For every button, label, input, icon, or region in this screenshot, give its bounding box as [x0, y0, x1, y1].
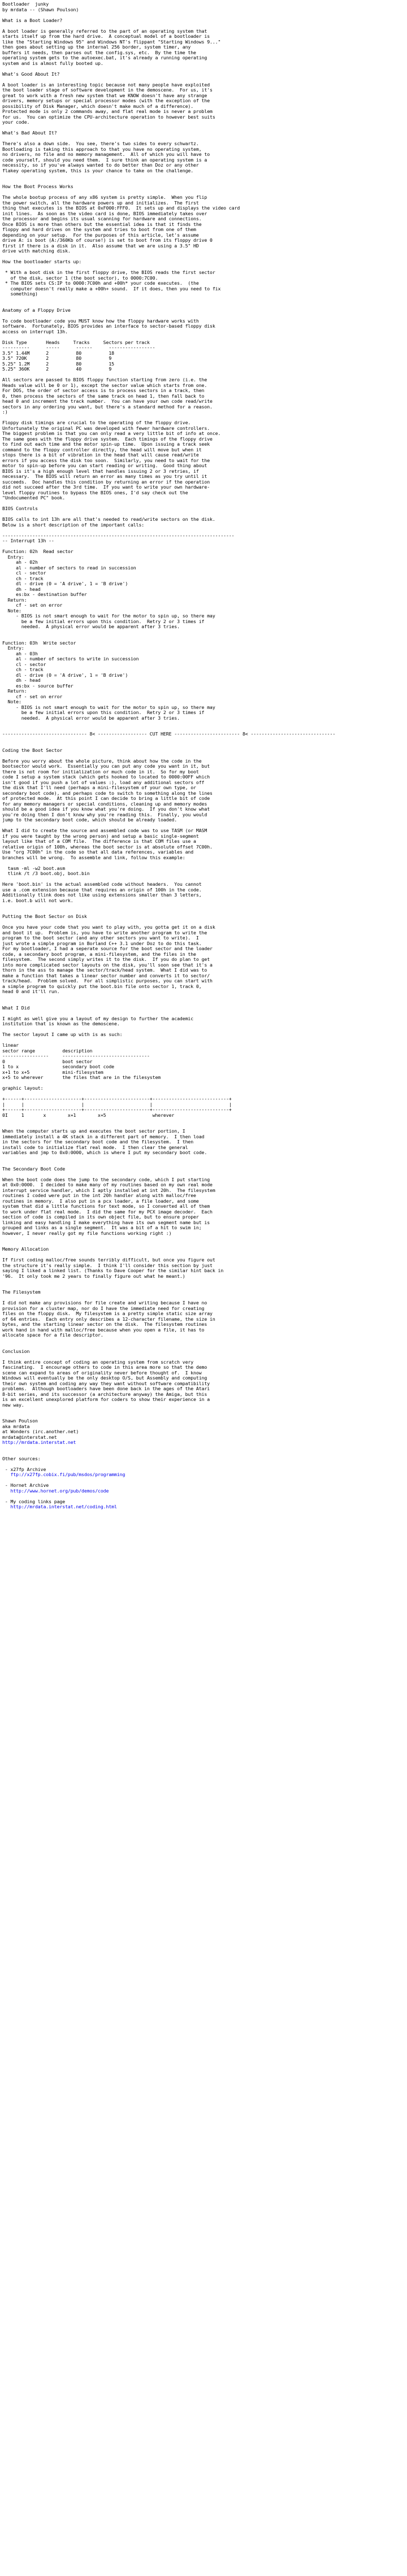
- text-line: at Wonders (irc.another.net): [2, 1429, 79, 1434]
- text-line: Memory Allocation: [2, 1246, 49, 1252]
- text-line: Return:: [2, 688, 27, 694]
- blank-line: [2, 903, 405, 909]
- text-line: use a .com extension because that requires an origin of 100h in the code.: [2, 886, 202, 893]
- text-line: To code bootloader code you MUST know how the floppy hardware works with: [2, 317, 199, 324]
- text-line: -- Interrupt 13h --: [2, 538, 54, 543]
- text-line: make a function that takes a linear sector number and converts it to sector/: [2, 972, 210, 978]
- text-line: Once you have your code that you want to play with, you gotta get it on a disk: [2, 924, 215, 930]
- blank-line: [2, 630, 405, 636]
- text-line: bytes, and the starting linear sector on the disk. The filesystem routines: [2, 1321, 207, 1327]
- blank-line: [2, 721, 405, 726]
- text-line: drive with matching disk.: [2, 248, 71, 254]
- blank-line: [2, 1338, 405, 1344]
- text-line: branches will be wrong. To assemble and link, follow this example:: [2, 854, 185, 860]
- text-line: possibility of Disk Manager, which doesn't make much of a difference).: [2, 103, 194, 109]
- text-line: +------+---------------------+------------------------+----------------------------+: [2, 1107, 232, 1112]
- text-line: sectors in any ordering you want, but there's a standard method for a reason.: [2, 403, 213, 410]
- text-line: starts itself up from the hard drive. A conceptual model of a bootloader is: [2, 33, 210, 39]
- text-line: system that did a little functions for text mode, so I converted all of them: [2, 1203, 210, 1209]
- text-line: The biggest problem is that you can only read a very little bit of info at once.: [2, 430, 221, 436]
- text-line: filesystem. The second simply writes it to the disk. If you do plan to get: [2, 956, 210, 962]
- text-line: cf - set on error: [2, 602, 63, 608]
- text-line: institution that is known as the demoscene.: [2, 1021, 120, 1026]
- blank-line: [2, 1156, 405, 1161]
- text-line: section of code is compiled in its own object file, but to ensure proper: [2, 1214, 199, 1220]
- text-line: linking and easy handling I make everything have its own segment name but is: [2, 1219, 210, 1225]
- text-line: new way.: [2, 1402, 24, 1408]
- link-line[interactable]: http://www.hornet.org/pub/demos/code: [2, 1487, 109, 1494]
- text-line: +------+---------------------+------------------------+----------------------------+: [2, 1096, 232, 1102]
- text-line: Entry:: [2, 554, 24, 560]
- text-line: dh - head: [2, 677, 41, 683]
- text-line: linear: [2, 1042, 19, 1048]
- text-line: into more complicated sector layouts on the disk, you'll soon see that it's a: [2, 961, 213, 968]
- blank-line: [2, 1242, 405, 1247]
- text-line: What is a Boot Loader?: [2, 17, 63, 23]
- text-line: for us. You can optimize the CPU-architecture operation to however best suits: [2, 114, 215, 120]
- text-line: relative origin of 100h, whereas the boot sector is at absolute offset 7C00h.: [2, 843, 213, 850]
- text-line: Use "org 7C00h" in the code so that all data references, variables and: [2, 849, 194, 855]
- text-line: floppy and hard drives on the system and tries to boot from one of them: [2, 227, 196, 232]
- text-line: Additionally tlink does not like using extensions smaller than 3 letters,: [2, 892, 202, 898]
- blank-line: [2, 1408, 405, 1413]
- text-line: 1 to x secondary boot code: [2, 1064, 115, 1069]
- text-line: sector range description: [2, 1047, 93, 1054]
- text-line: track/head. Problem solved. For all simplistic purposes, you can start with: [2, 978, 213, 984]
- text-line: drivers, memory setups or special processor modes (with the exception of the: [2, 98, 210, 103]
- text-line: there is not room for initialization or much code in it. So for my boot: [2, 768, 199, 774]
- blank-line: [2, 1038, 405, 1043]
- blank-line: [2, 297, 405, 303]
- text-line: i.e. boot.b will not work.: [2, 897, 73, 903]
- text-line: BIOS is it's a high enough level that handles issuing 2 or 3 retries, if: [2, 468, 199, 474]
- text-line: ----------------- --------------------------------: [2, 1053, 150, 1059]
- text-line: grouped and links as a single segment. It was a bit of a hit to swim in;: [2, 1225, 202, 1230]
- text-line: ah - 02h: [2, 559, 38, 565]
- text-line: then goes about setting up the internal 256 border, system timer, any: [2, 44, 191, 50]
- text-line: however, I never really got my file functions working right :): [2, 1230, 172, 1236]
- text-line: by mrdata -- (Shawn Poulson): [2, 6, 79, 12]
- text-line: Conclusion: [2, 1348, 30, 1354]
- text-line: needed. A physical error would be apparent after 3 tries.: [2, 624, 180, 629]
- text-line: you're doing then I don't know why you're reading this. Finally, you would: [2, 811, 207, 817]
- text-line: program to the boot sector (and any other sectors you want to write). I: [2, 935, 199, 941]
- blank-line: [2, 125, 405, 131]
- text-line: Before you worry about the whole picture, think about how the code in the: [2, 758, 202, 764]
- text-line: Heads value will be 0 or 1), except the sector value which starts from one.: [2, 382, 207, 388]
- text-line: install code to initialize flat real mode. I then clear the general: [2, 1144, 188, 1150]
- text-line: | | | | |: [2, 1101, 232, 1107]
- text-line: es:bx - source buffer: [2, 682, 73, 689]
- blank-line: [2, 1118, 405, 1124]
- blank-line: [2, 1343, 405, 1349]
- text-line: dh - head: [2, 586, 41, 592]
- text-line: For DOS, the order of sector access is to process sectors in a track, then: [2, 388, 205, 393]
- text-line: init lines. As soon as the video card is done, BIOS immediately takes over: [2, 210, 207, 216]
- text-line: command to the floppy controller directly, the head will move but when it: [2, 446, 202, 452]
- text-line: succeeds. Doc handles this condition by returning an error if the operation: [2, 478, 210, 485]
- text-line: 3.5" 1.44M 2 80 18: [2, 350, 115, 356]
- text-line: flakey operating system, this is your chance to take on the challenge.: [2, 167, 194, 173]
- text-line: level floppy routines to bypass the BIOS ones, I'd say check out the: [2, 489, 188, 495]
- text-line: * The BIOS sets CS:IP to 0000:7C00h and +00h* your code executes. (the: [2, 280, 199, 286]
- text-line: cf - set on error: [2, 693, 63, 699]
- text-line: '96. It only took me 2 years to finally figure out what he meant.): [2, 1273, 185, 1279]
- text-line: software. Fortunately, BIOS provides an interface to sector-based floppy disk: [2, 323, 215, 329]
- text-line: thing that executes is the BIOS at 0xF000:FFF0. It sets up and displays the video card: [2, 205, 240, 211]
- text-line: necessity, so if you've always wanted to do better than Doz or any other: [2, 162, 199, 168]
- text-line: at 0x0:0000. I decided to make many of my routines based on my own real mode: [2, 1182, 213, 1187]
- blank-line: [2, 66, 405, 72]
- text-line: a simple program to quickly put the boot.bin file onto sector 1, track 0,: [2, 983, 202, 989]
- text-line: What's Good About It?: [2, 71, 60, 77]
- link-line[interactable]: http://mrdata.interstat.net: [2, 1439, 76, 1445]
- blank-line: [2, 1413, 405, 1419]
- text-line: if you were taught by the wrong person) and setup a basic single-segment: [2, 833, 199, 839]
- blank-line: [2, 1446, 405, 1451]
- text-line: provision for a cluster map, nor do I have the immediate need for creating: [2, 1305, 205, 1311]
- text-line: code, a secondary boot program, a mini-filesystem, and the files in the: [2, 951, 196, 957]
- text-line: Entry:: [2, 645, 24, 651]
- text-line: be a few initial errors upon this condition. Retry 2 or 3 times if: [2, 710, 205, 715]
- text-line: I might as well give you a layout of my design to further the academic: [2, 1015, 194, 1021]
- text-line: 0 boot sector: [2, 1058, 93, 1064]
- text-line: routines in memory. I also put in a pcx loader, a file loader, and some: [2, 1198, 199, 1204]
- text-line: tasm -ml -w2 boot.asm: [2, 865, 66, 871]
- text-line: What I Did: [2, 1004, 30, 1011]
- text-line: something): [2, 291, 38, 297]
- text-line: of protected mode. At this point I can decide to bring a little bit of code: [2, 795, 210, 801]
- text-line: to find out each time and the motor spin-up time. Upon issuing a track seek: [2, 441, 210, 447]
- text-line: What I did to create the source and assembled code was to use TASM (or MASM: [2, 828, 207, 833]
- text-line: secondary boot code), and perhaps code to switch to something along the lines: [2, 790, 213, 796]
- text-line: buffers it needs, then parses out the config.sys, etc. By the time the: [2, 49, 196, 55]
- text-line: ch - track: [2, 667, 44, 672]
- text-line: The whole bootup process of any x86 system is pretty simple. When you flip: [2, 194, 207, 200]
- text-line: 0I 1 x x+1 x+5 wherever: [2, 1112, 175, 1118]
- text-line: When the boot code does the jump to the secondary code, which I put starting: [2, 1176, 210, 1182]
- text-line: access on interrupt 13h.: [2, 328, 68, 334]
- text-line: :): [2, 409, 8, 415]
- text-line: 5.25" 1.2M 2 80 15: [2, 360, 115, 367]
- text-line: dl - drive (0 = 'A drive', 1 = 'B drive'): [2, 581, 128, 586]
- text-line: The Secondary Boot Code: [2, 1165, 66, 1172]
- text-line: ------------------------------- 8< ------------------ CUT HERE ------------------------ 8< -------------------------------: [2, 731, 336, 737]
- blank-line: [2, 1236, 405, 1242]
- text-line: - BIOS is not smart enough to wait for the motor to spin up, so there may: [2, 704, 215, 710]
- text-line: Unfortunately the original PC was developed with fewer hardware controllers.: [2, 425, 210, 431]
- text-line: work hand in hand with malloc/free because when you open a file, it has to: [2, 1326, 205, 1333]
- text-line: mrdata@interstat.net: [2, 1434, 57, 1440]
- text-line: tlink /t /3 boot.obj, boot.bin: [2, 871, 90, 876]
- blank-line: [2, 1461, 405, 1467]
- text-line: cl - sector: [2, 661, 46, 667]
- text-line: motor to spin-up before you can start reading or writing. Good thing about: [2, 463, 207, 468]
- text-line: When the computer starts up and executes the boot sector portion, I: [2, 1128, 185, 1134]
- blank-line: [2, 1451, 405, 1456]
- text-line: Disk Type Heads Tracks Sectors per track: [2, 339, 150, 345]
- blank-line: [2, 1478, 405, 1483]
- text-line: Note:: [2, 607, 21, 613]
- blank-line: [2, 1000, 405, 1006]
- text-line: dl - drive (0 = 'A drive', 1 = 'B drive'): [2, 672, 128, 678]
- text-line: Bootloading is taking this approach to that you have no operating system,: [2, 146, 202, 152]
- text-line: 8-bit series, and its successor (a architecture anyway) the Amiga, but this: [2, 1391, 207, 1397]
- text-line: in the sectors for the secondary boot code and the filesystem. I then: [2, 1139, 194, 1145]
- text-line: fascinating. I encourage others to code in this area more so that the demo: [2, 1364, 207, 1370]
- text-line: ah - 03h: [2, 650, 38, 656]
- text-line: and boot it up. Problem is, you have to write another program to write the: [2, 929, 207, 935]
- text-line: "Undocumented PC" book.: [2, 495, 66, 501]
- text-line: ch - track: [2, 575, 44, 581]
- text-line: x+1 to x+5 mini-filesystem: [2, 1069, 103, 1075]
- text-line: x+5 to wherever the files that are in the filesystem: [2, 1074, 161, 1080]
- text-line: be a few initial errors upon this condition. Retry 2 or 3 times if: [2, 618, 205, 624]
- text-line: The sector layout I came up with is as such:: [2, 1032, 123, 1037]
- text-line: Other sources:: [2, 1455, 41, 1461]
- text-line: code yourself, should you need them. I sure think an operating system is a: [2, 156, 207, 163]
- text-line: A boot loader is generally referred to the part of an operating system that: [2, 28, 207, 34]
- text-line: al - number of sectors to write in succession: [2, 656, 139, 662]
- text-line: How the Boot Process Works: [2, 184, 73, 189]
- text-line: 5.25" 360K 2 40 9: [2, 366, 112, 372]
- text-line: The Filesystem: [2, 1289, 41, 1295]
- text-line: of the disk, sector 1 (the boot sector), to 0000:7C00.: [2, 275, 158, 281]
- text-line: Function: 02h Read sector: [2, 549, 73, 554]
- text-line: needed. A physical error would be apparent after 3 tries.: [2, 715, 180, 721]
- text-line: routines I coded were put in the int 20h handler along with malloc/free: [2, 1193, 196, 1198]
- text-line: cl - sector: [2, 570, 46, 576]
- text-line: Bootloader junky: [2, 1, 49, 7]
- text-line: Function: 03h Write sector: [2, 639, 76, 646]
- blank-line: [2, 742, 405, 748]
- link-line[interactable]: http://mrdata.interstat.net/coding.html: [2, 1504, 117, 1509]
- text-line: depending on your setup. For the purposes of this article, let's assume: [2, 232, 199, 238]
- text-line: Floppy disk timings are crucial to the operating of the floppy drive.: [2, 420, 191, 425]
- blank-line: [2, 995, 405, 1000]
- text-line: interrupt service handler, which I aptly installed at int 20h. The filesystem: [2, 1187, 215, 1193]
- text-line: the disk that I'll need (perhaps a mini-filesystem of your own type, or: [2, 785, 196, 790]
- blank-line: [2, 173, 405, 179]
- text-line: of 64 entries. Each entry only describes a 12-character filename, the size in: [2, 1316, 215, 1322]
- blank-line: [2, 1279, 405, 1285]
- text-line: like the "Starting Windows 95" and Windows NT's flippant "Starting Windows 9...": [2, 38, 221, 45]
- text-line: drive A: is boot (A:/360Kb of course!) is set to boot from its floppy drive 0: [2, 237, 213, 243]
- text-line: There's also a down side. You see, there's two sides to every schwartz.: [2, 141, 199, 146]
- text-line: - BIOS is not smart enough to wait for the motor to spin up, so there may: [2, 613, 215, 619]
- text-line: Here 'boot.bin' is the actual assembled code without headers. You cannot: [2, 881, 202, 887]
- blank-line: [2, 501, 405, 507]
- text-line: ---------- ----- ------ -----------------: [2, 345, 155, 350]
- text-line: 0, then process the sectors of the same track on head 1, then fall back to: [2, 393, 205, 399]
- text-line: errors if you access the disk too soon. Similarly, you need to wait for the: [2, 457, 210, 463]
- text-line: operating system gets to the autoexec.bat, it's already a running operating: [2, 55, 207, 60]
- text-line: For my bootloader, I had a seperate source for the boot sector and the loader: [2, 946, 213, 951]
- text-line: Below is a short description of the important calls:: [2, 521, 145, 528]
- text-line: stops there is a bit of vibration in the head that will cause read/write: [2, 452, 199, 458]
- blank-line: [2, 1081, 405, 1086]
- text-line: your code.: [2, 119, 30, 125]
- text-line: Note:: [2, 699, 21, 704]
- text-line: How the bootloader starts up:: [2, 259, 82, 264]
- text-line: for any memory managers or special conditions, cleaning up and memory modes: [2, 800, 207, 807]
- text-line: necessary. The BIOS will return an error as many times as you try until it: [2, 473, 207, 479]
- text-line: immediately install a 4K stack in a different part of memory. I then load: [2, 1133, 205, 1139]
- text-line: great to work with a fresh new system that we KNOW doesn't have any strange: [2, 92, 207, 98]
- text-line: Windows will eventually be the only desktop O/S, but Assembly and computing: [2, 1375, 207, 1381]
- text-line: -------------------------------------------------------------------------------------: [2, 532, 235, 538]
- text-line: head 0 and it'll run.: [2, 989, 60, 994]
- text-line: the processor and begins its usual scanning for hardware and connections.: [2, 216, 202, 221]
- text-line: should be a good idea if you know what you're doing. If you don't know what: [2, 806, 210, 812]
- text-line: no drivers, no file and no memory management. All of which you will have to: [2, 151, 210, 157]
- text-line: first if there is a disk in it. Also assume that we are using a 3.5" HD: [2, 242, 199, 249]
- text-line: A boot loader is an interesting topic because not many people have exploited: [2, 81, 210, 88]
- text-line: Shawn Poulson: [2, 1418, 38, 1424]
- text-line: Return:: [2, 597, 27, 603]
- text-line: computer doesn't really make a +00h+ sound. If it does, then you need to fix: [2, 285, 221, 291]
- text-line: variables and jmp to 0x0:0000, which is where I put my secondary boot code.: [2, 1150, 207, 1155]
- text-line: * With a boot disk in the first floppy drive, the BIOS reads the first sector: [2, 269, 215, 275]
- text-line: al - number of sectors to read in succession: [2, 564, 136, 571]
- text-line: the boot loader stage of software development in the demoscene. For us, it's: [2, 87, 213, 93]
- text-line: Coding the Boot Sector: [2, 747, 63, 753]
- text-line: The same goes with the floppy drive system. Each timings of the floppy drive: [2, 436, 213, 442]
- text-line: files on the floppy disk. My filesystem is a pretty simple static size array: [2, 1311, 213, 1316]
- text-line: jump to the secondary boot code, which should be already loaded.: [2, 817, 177, 823]
- text-line: Putting the Boot Sector on Disk: [2, 913, 87, 919]
- text-line: Once BIOS is more than others but the essential idea is that it finds the: [2, 221, 202, 227]
- text-line: system and is almost fully booted up.: [2, 60, 103, 66]
- text-line: BIOS calls to int 13h are all that's needed to read/write sectors on the disk.: [2, 516, 215, 522]
- text-line: code I setup a system stack (which gets hooked to located to 0000:00FF which: [2, 774, 210, 780]
- text-line: What's Bad About It?: [2, 130, 57, 136]
- text-line: I did not make any provisions for file create and writing because I have no: [2, 1300, 207, 1306]
- text-line: - Hornet Archive: [2, 1482, 49, 1488]
- text-line: the structure it's really simple. I think I'll consider this section by just: [2, 1262, 213, 1268]
- text-line: thorn in the ass to manage the sector/track/head system. What I did was to: [2, 967, 207, 973]
- text-line: layout like that of a COM file. The difference is that COM files use a: [2, 838, 196, 844]
- text-line: 3.5" 720K 2 80 9: [2, 355, 112, 361]
- text-line: did not succeed after the 3rd time. If you want to write your own hardware-: [2, 484, 210, 490]
- text-line: - x27fp Archive: [2, 1466, 46, 1472]
- text-line: their own system and coding any way they want without software compatibility: [2, 1380, 210, 1386]
- text-line: Protected mode is only 2 commands away, and flat real mode is never a problem: [2, 108, 213, 114]
- text-line: - My coding links page: [2, 1498, 66, 1504]
- text-line: es:bx - destination buffer: [2, 591, 87, 597]
- text-line: problems. Although bootloaders have been done back in the ages of the Atari: [2, 1386, 210, 1391]
- text-line: aka mrdata: [2, 1423, 30, 1429]
- text-line: If first coding malloc/free sounds terribly difficult, but once you figure out: [2, 1257, 215, 1263]
- text-line: to work under flat real mode. I did the same for my PCX image decoder. Each: [2, 1208, 213, 1215]
- text-line: scene can expand to areas of originality never before thought of. I know: [2, 1369, 202, 1376]
- blank-line: [2, 1285, 405, 1290]
- text-line: I think entire concept of coding an operating system from scratch very: [2, 1359, 194, 1365]
- blank-line: [2, 737, 405, 743]
- text-line: Anatomy of a Floppy Drive: [2, 307, 71, 313]
- text-line: the power switch, all the hardware powers up and initializes. The first: [2, 199, 199, 206]
- text-line: graphic layout:: [2, 1085, 44, 1091]
- text-line: saying I liked a linked list. (Thanks to Dave Cooper for the similar hint back in: [2, 1268, 224, 1273]
- blank-line: [2, 12, 405, 18]
- text-line: head 0 and increment the track number. You can have your own code read/write: [2, 398, 213, 404]
- text-line: is an excellent unexplored platform for coders to show their experience in a: [2, 1396, 210, 1402]
- text-line: BIOS Controls: [2, 506, 38, 511]
- text-line: bootsector would work. Essentially you can put any code you want in it, but: [2, 763, 210, 769]
- text-line: All sectors are passed to BIOS floppy function starting from zero (i.e. the: [2, 377, 207, 382]
- text-line: allocate space for a file descriptor.: [2, 1332, 103, 1338]
- text-line: just wrote a simple program in Borland C++ 3.1 under Doz to do this task.: [2, 940, 202, 946]
- link-line[interactable]: ftp://x27fp.cobix.fi/pub/msdos/programming: [2, 1472, 125, 1477]
- text-line: isn't good if you push a lot of values :), load any additional sectors off: [2, 779, 205, 785]
